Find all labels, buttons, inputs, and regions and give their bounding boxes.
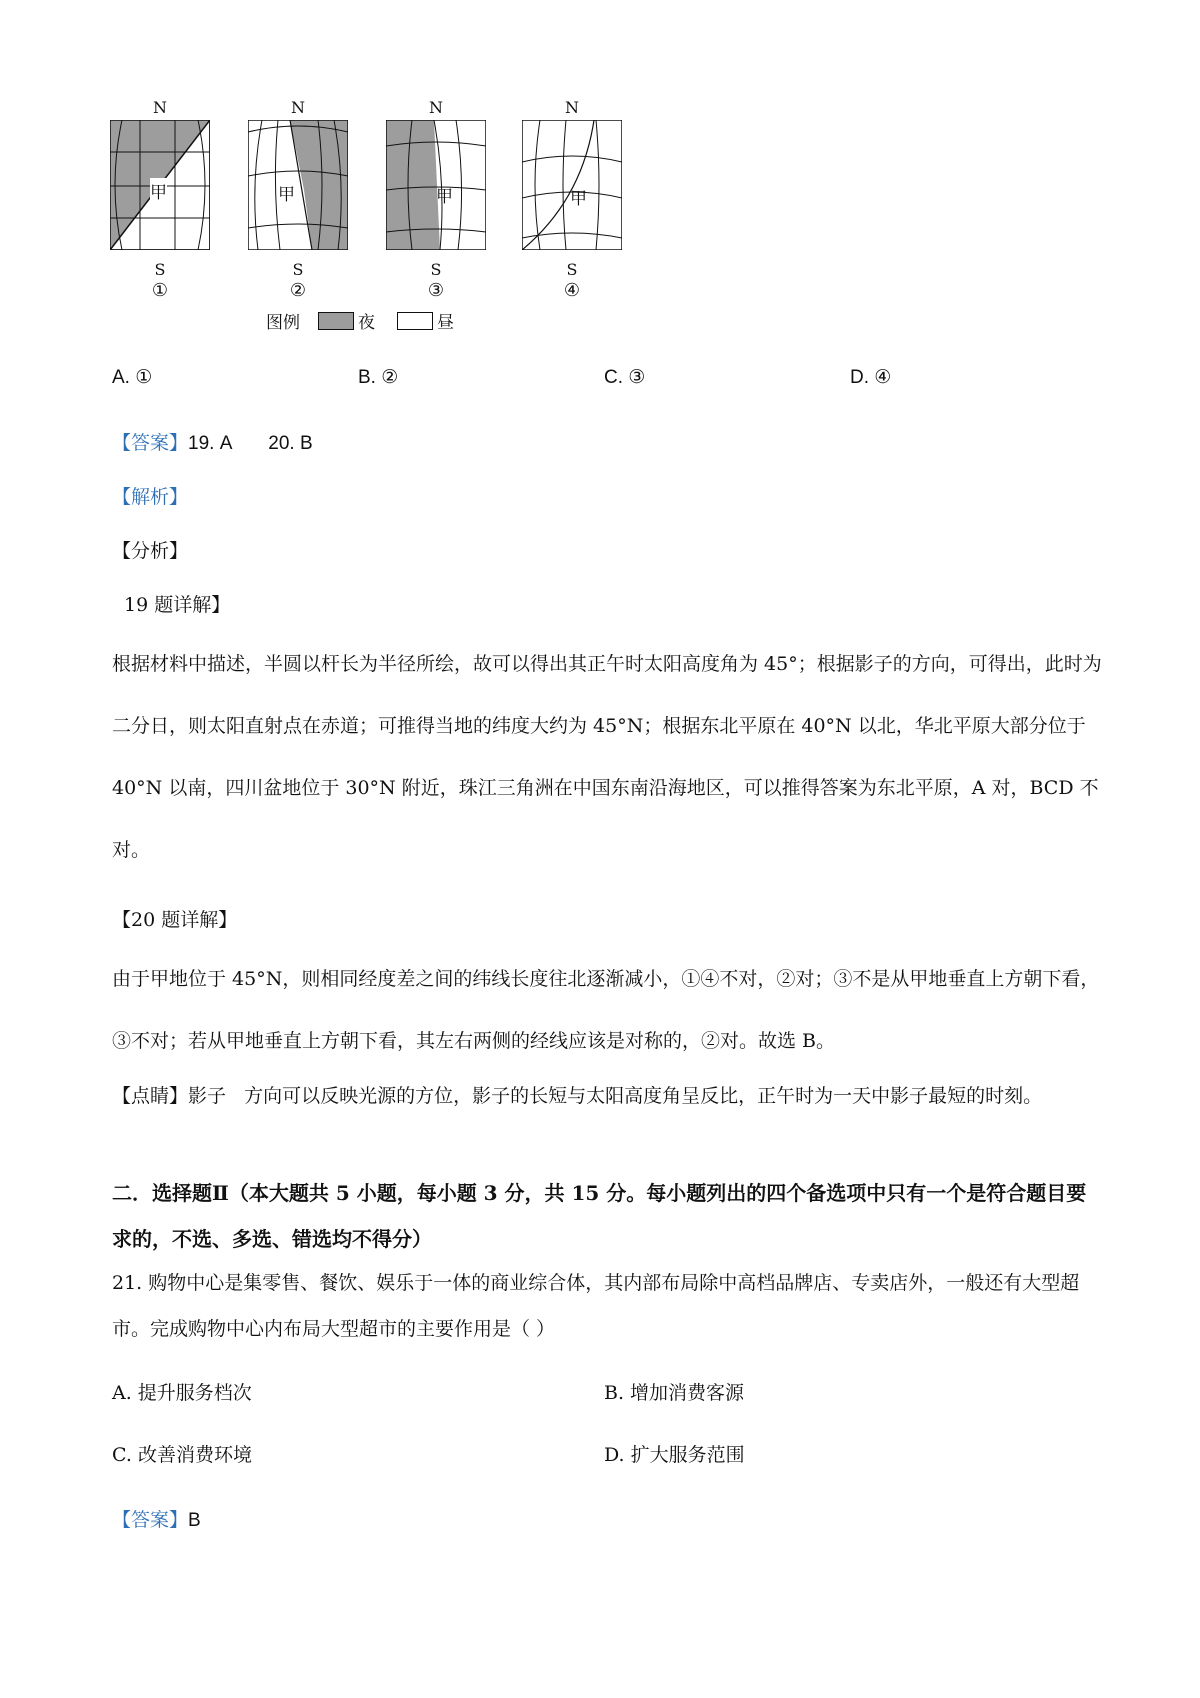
q20-option-b: B. ② [358, 367, 399, 388]
point-jia: 甲 [278, 185, 295, 205]
diagram-number: ③ [427, 280, 445, 301]
q21-option-d: D. 扩大服务范围 [604, 1444, 745, 1466]
diagram-3 [376, 98, 496, 301]
point-jia: 甲 [150, 178, 167, 203]
q20-option-d: D. ④ [850, 367, 892, 388]
south-label: S [154, 260, 166, 279]
diagram-1 [100, 98, 220, 301]
north-label: N [565, 98, 579, 117]
day-swatch [397, 312, 433, 330]
diagram-number: ② [289, 280, 307, 301]
q21-option-a: A. 提升服务档次 [112, 1382, 252, 1404]
dianjing [112, 1073, 1102, 1119]
q20-option-c: C. ③ [604, 367, 646, 388]
section-2-title: 二．选择题Ⅱ（本大题共 5 小题，每小题 3 分，共 15 分。每小题列出的四个备选项中只有一个是符合题目要求的，不选、多选、错选均不得分） [112, 1181, 1087, 1251]
diagram-4 [512, 98, 632, 301]
diagram-2-graphic [248, 120, 348, 250]
q20-option-a: A. ① [112, 367, 153, 388]
night-swatch [318, 312, 354, 330]
north-label: N [153, 98, 167, 117]
q21-stem: 21. 购物中心是集零售、餐饮、娱乐于一体的商业综合体，其内部布局除中高档品牌店、专卖店外，一般还有大型超市。完成购物中心内布局大型超市的主要作用是（ ） [112, 1272, 1080, 1340]
q20-detail-body: 由于甲地位于 45°N，则相同经度差之间的纬线长度往北逐渐减小，①④不对，②对；③不是从甲地垂直上方朝下看，③不对；若从甲地垂直上方朝下看，其左右两侧的经线应该是对称的，②对。故选 B。 [112, 968, 1100, 1052]
diagram-2 [238, 98, 358, 301]
south-label: S [430, 260, 442, 279]
answer-tag: 【答案】 [112, 432, 189, 454]
q21-option-c: C. 改善消费环境 [112, 1444, 252, 1466]
diagram-number: ① [151, 280, 169, 301]
dianjing-body: 影子 方向可以反映光源的方位，影子的长短与太阳高度角呈反比，正午时为一天中影子最短的时刻。 [188, 1085, 1043, 1107]
diagram-legend [266, 308, 454, 333]
point-jia: 甲 [570, 189, 587, 209]
answer-text: 19. A 20. B [188, 433, 313, 454]
dianjing-tag: 【点睛】 [112, 1085, 189, 1107]
q20-detail-heading: 【20 题详解】 [112, 909, 238, 931]
legend-title: 图例 [266, 313, 300, 333]
south-label: S [292, 260, 304, 279]
q21-answer-tag: 【答案】 [112, 1509, 189, 1531]
south-label: S [566, 260, 578, 279]
q21-answer [112, 1505, 201, 1532]
point-jia: 甲 [436, 187, 453, 207]
q19-detail-heading: 19 题详解】 [124, 594, 231, 616]
north-label: N [429, 98, 443, 117]
fenxi-tag: 【分析】 [112, 540, 189, 562]
diagram-number: ④ [563, 280, 581, 301]
analysis-tag: 【解析】 [112, 486, 189, 508]
q21-option-b: B. 增加消费客源 [604, 1382, 745, 1404]
answer-19-20 [112, 428, 313, 455]
illumination-diagrams [100, 98, 720, 338]
legend-night: 夜 [358, 313, 375, 333]
q21-answer-value: B [188, 1510, 201, 1531]
north-label: N [291, 98, 305, 117]
q19-detail-body: 根据材料中描述，半圆以杆长为半径所绘，故可以得出其正午时太阳高度角为 45°；根据影子的方向，可得出，此时为二分日，则太阳直射点在赤道；可推得当地的纬度大约为 45°N；根据东北平原在 40°N 以北，华北平原大部分位于 40°N 以南，四川盆地位于 30°N 附近，珠江三角洲在中国东南沿海地区，可以推得答案为东北平原，A 对，BCD 不对。 [112, 653, 1102, 861]
legend-day: 昼 [437, 313, 454, 333]
